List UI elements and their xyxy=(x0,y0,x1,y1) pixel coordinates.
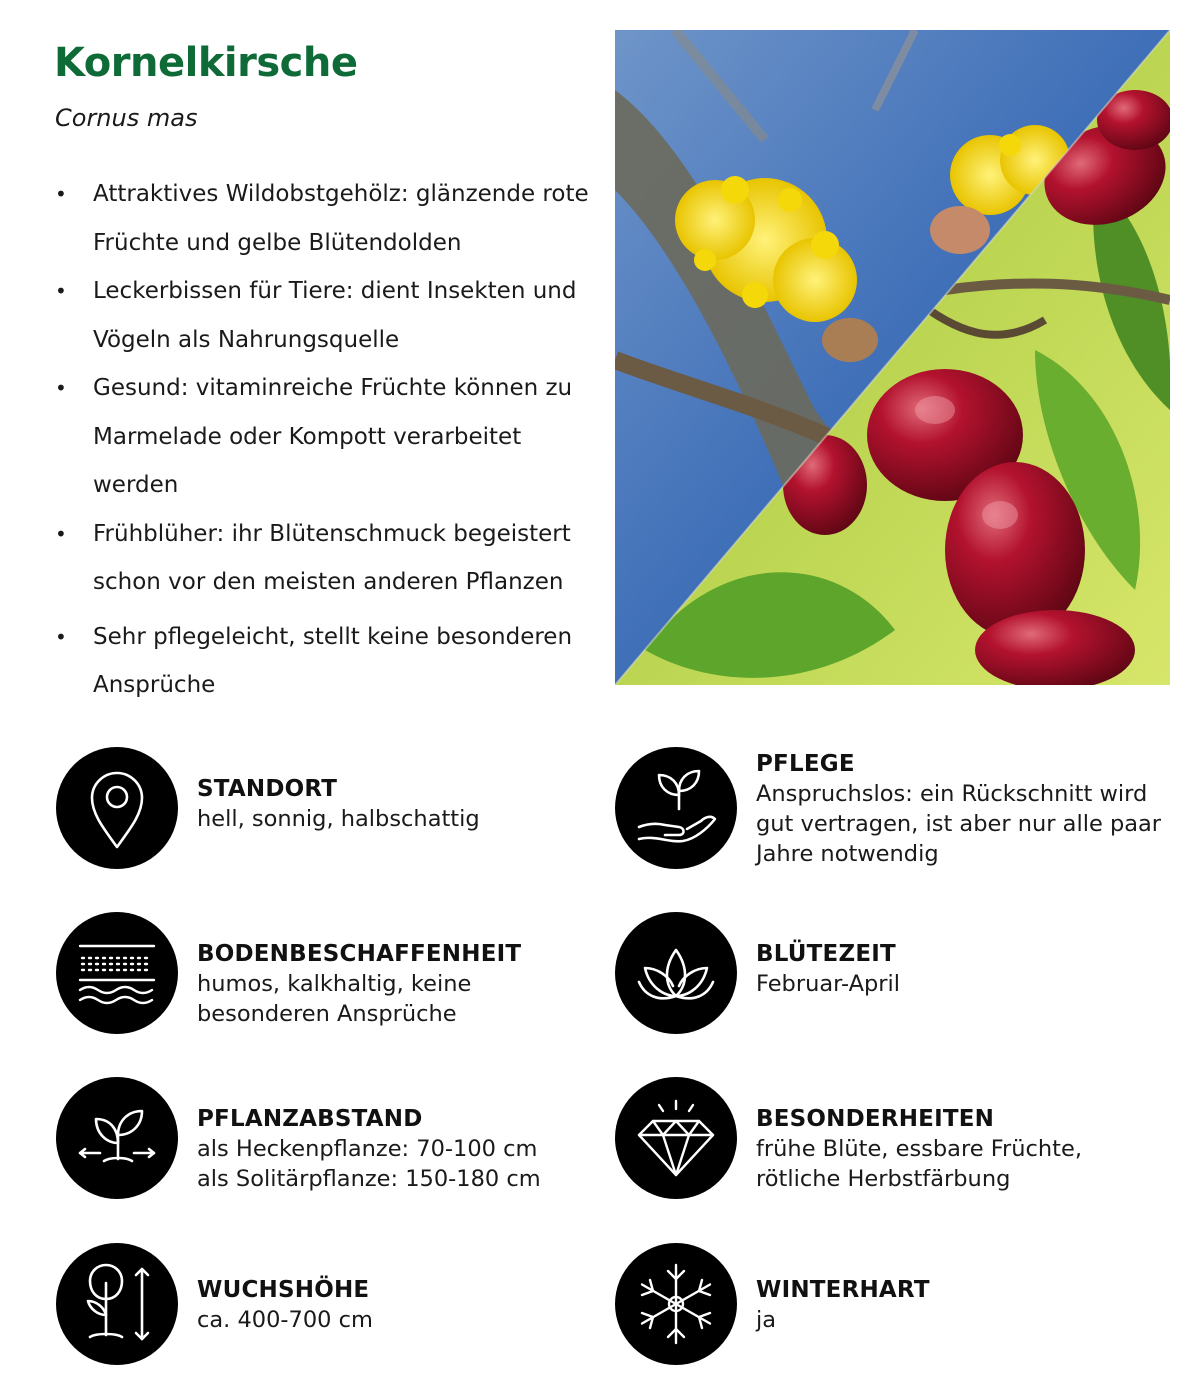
bullet-item: • Attraktives Wildobstgehölz: glänzende rote Früchte und gelbe Blütendolden xyxy=(50,170,590,267)
feature-text: ja xyxy=(756,1307,777,1333)
feature-text: als Heckenpflanze: 70-100 cm als Solitärpflanze: 150-180 cm xyxy=(197,1136,541,1192)
plant-spacing-icon xyxy=(56,1077,178,1199)
feature-title: BESONDERHEITEN xyxy=(756,1106,995,1132)
feature-text: Februar-April xyxy=(756,971,900,997)
feature-bluetezeit xyxy=(615,912,1175,1034)
bullet-item: • Frühblüher: ihr Blütenschmuck begeistert schon vor den meisten anderen Pflanzen xyxy=(50,510,590,607)
lotus-flower-icon xyxy=(615,912,737,1034)
feature-title: WINTERHART xyxy=(756,1277,930,1303)
feature-winterhart xyxy=(615,1243,1175,1365)
photo-collage xyxy=(615,30,1170,685)
feature-wuchshoehe xyxy=(56,1243,616,1365)
snowflake-icon xyxy=(615,1243,737,1365)
diamond-icon xyxy=(615,1077,737,1199)
location-pin-icon xyxy=(56,747,178,869)
feature-text: Anspruchslos: ein Rückschnitt wird gut vertragen, ist aber nur alle paar Jahre notwendig xyxy=(756,781,1162,867)
feature-text: humos, kalkhaltig, keine besonderen Ansprüche xyxy=(197,971,472,1027)
bullet-item: • Gesund: vitaminreiche Früchte können zu Marmelade oder Kompott verarbeitet werden xyxy=(50,364,590,510)
feature-besonderheiten xyxy=(615,1077,1175,1199)
latin-name: Cornus mas xyxy=(55,104,198,132)
feature-bullet-list xyxy=(50,170,590,710)
tree-height-icon xyxy=(56,1243,178,1365)
feature-text: frühe Blüte, essbare Früchte, rötliche Herbstfärbung xyxy=(756,1136,1082,1192)
soil-layers-icon xyxy=(56,912,178,1034)
product-title: Kornelkirsche xyxy=(54,40,358,86)
feature-title: PFLEGE xyxy=(756,751,855,777)
feature-text: ca. 400-700 cm xyxy=(197,1307,373,1333)
feature-standort xyxy=(56,747,616,869)
hand-with-seedling-icon xyxy=(615,747,737,869)
feature-title: BLÜTEZEIT xyxy=(756,941,896,967)
feature-title: WUCHSHÖHE xyxy=(197,1277,370,1303)
feature-title: STANDORT xyxy=(197,776,338,802)
feature-text: hell, sonnig, halbschattig xyxy=(197,806,480,832)
feature-pflege xyxy=(615,747,1175,869)
feature-title: BODENBESCHAFFENHEIT xyxy=(197,941,522,967)
feature-pflanzabstand xyxy=(56,1077,616,1199)
bullet-item: • Leckerbissen für Tiere: dient Insekten und Vögeln als Nahrungsquelle xyxy=(50,267,590,364)
feature-title: PFLANZABSTAND xyxy=(197,1106,423,1132)
feature-bodenbeschaffenheit xyxy=(56,912,616,1034)
bullet-item: • Sehr pflegeleicht, stellt keine besonderen Ansprüche xyxy=(50,613,590,710)
product-photo xyxy=(615,30,1170,685)
